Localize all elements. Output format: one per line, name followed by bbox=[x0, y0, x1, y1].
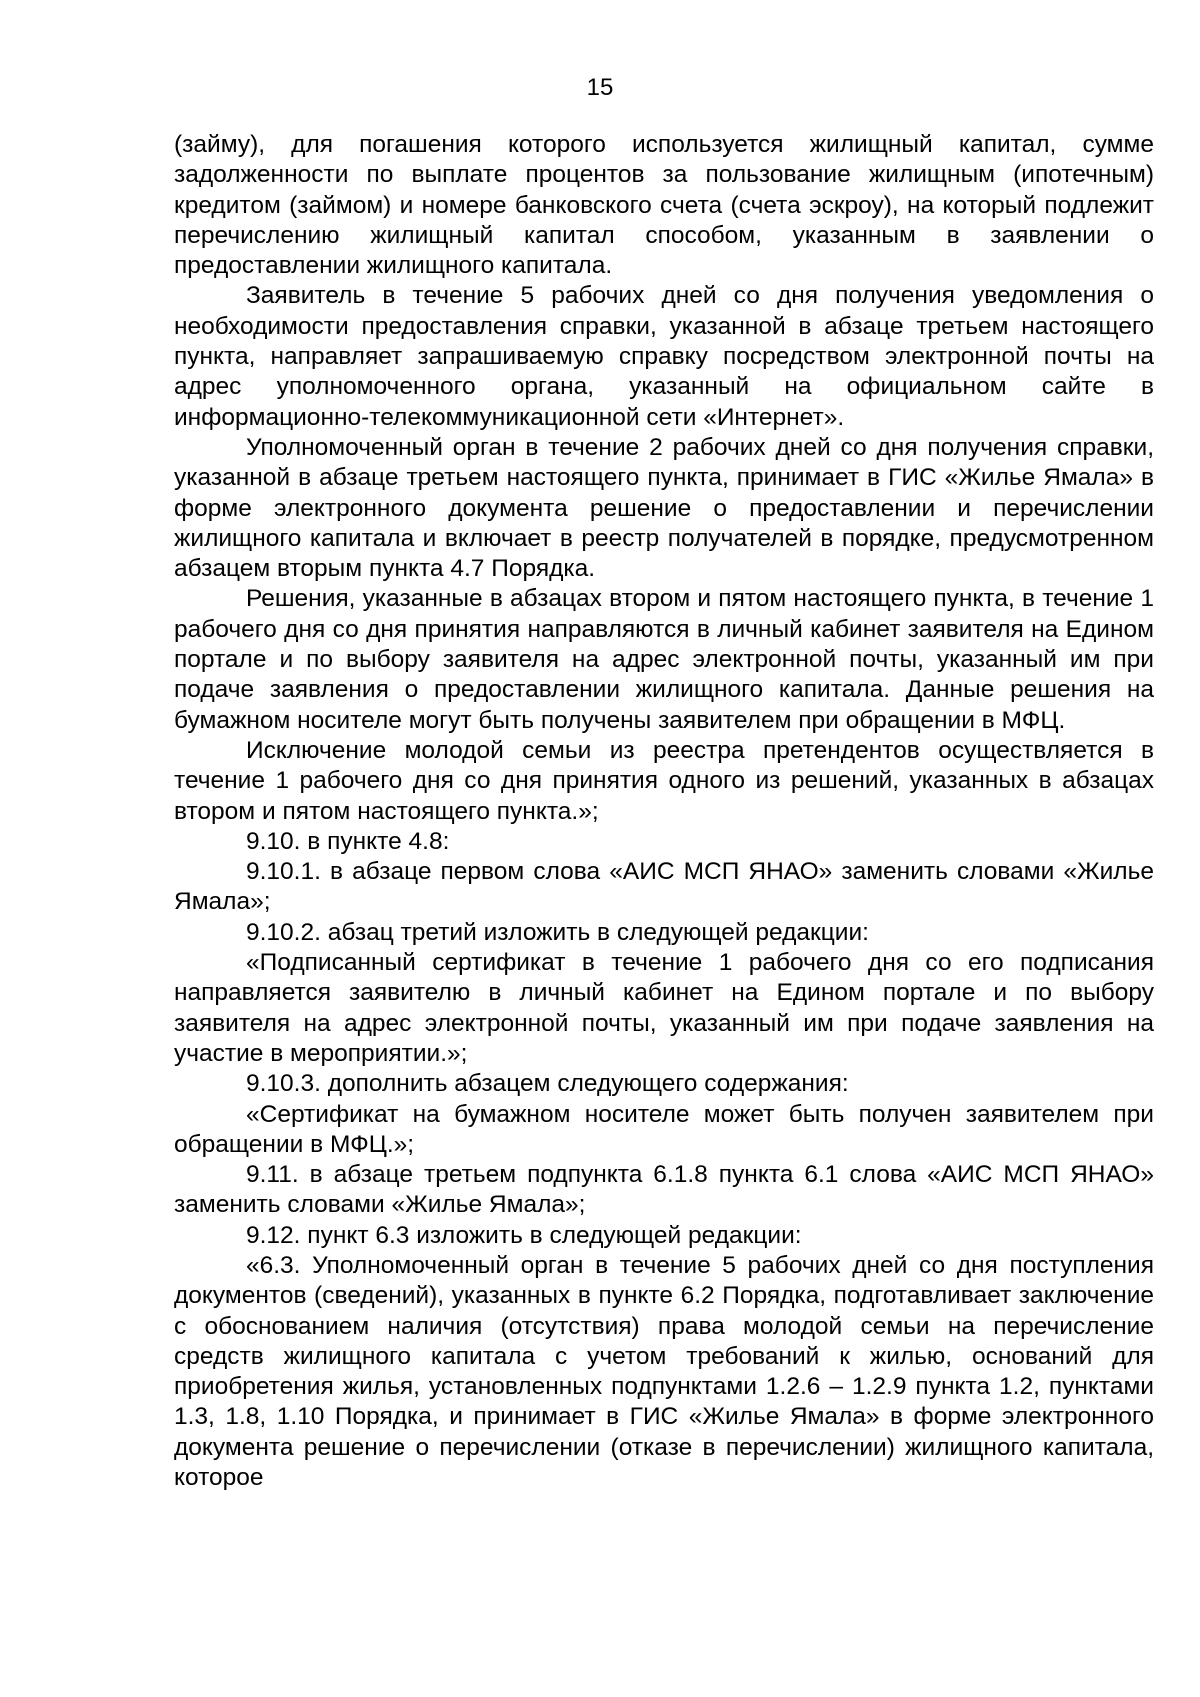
document-body bbox=[174, 130, 1154, 1493]
paragraph-signed-certificate: «Подписанный сертификат в течение 1 рабочего дня со его подписания направляется заявителю в личный кабинет на Едином портале и по выбору заявителя на адрес электронной почты, указанный им при подаче заявления на участие в мероприятии.»; bbox=[174, 949, 1154, 1067]
paragraph-9-11: 9.11. в абзаце третьем подпункта 6.1.8 пункта 6.1 слова «АИС МСП ЯНАО» заменить словами «Жилье Ямала»; bbox=[174, 1161, 1154, 1219]
paragraph-applicant-certificate: Заявитель в течение 5 рабочих дней со дня получения уведомления о необходимости предоставления справки, указанной в абзаце третьем настоящего пункта, направляет запрашиваемую справку посредством электронной почты на адрес уполномоченного органа, указанный на официальном сайте в информационно-телекоммуникационной сети «Интернет». bbox=[174, 282, 1154, 431]
paragraph-decisions-delivery: Решения, указанные в абзацах втором и пятом настоящего пункта, в течение 1 рабочего дня со дня принятия направляются в личный кабинет заявителя на Едином портале и по выбору заявителя на адрес электронной почты, указанный им при подаче заявления о предоставлении жилищного капитала. Данные решения на бумажном носителе могут быть получены заявителем при обращении в МФЦ. bbox=[174, 585, 1154, 734]
paragraph-9-10: 9.10. в пункте 4.8: bbox=[246, 827, 450, 855]
paragraph-authority-decision: Уполномоченный орган в течение 2 рабочих дней со дня получения справки, указанной в абзаце третьем настоящего пункта, принимает в ГИС «Жилье Ямала» в форме электронного документа решение о предоставлении и перечислении жилищного капитала и включает в реестр получателей в порядке, предусмотренном абзацем вторым пункта 4.7 Порядка. bbox=[174, 433, 1154, 583]
paragraph-9-10-2: 9.10.2. абзац третий изложить в следующей редакции: bbox=[246, 918, 869, 946]
paragraph-9-10-3: 9.10.3. дополнить абзацем следующего содержания: bbox=[246, 1070, 849, 1098]
paragraph-9-10-1: 9.10.1. в абзаце первом слова «АИС МСП ЯНАО» заменить словами «Жилье Ямала»; bbox=[174, 858, 1154, 916]
paragraph-paper-certificate: «Сертификат на бумажном носителе может быть получен заявителем при обращении в МФЦ.»; bbox=[174, 1100, 1154, 1158]
paragraph-continuation: (займу), для погашения которого используется жилищный капитал, сумме задолженности по выплате процентов за пользование жилищным (ипотечным) кредитом (займом) и номере банковского счета (счета эскроу), на который подлежит перечислению жилищный капитал способом, указанным в заявлении о предоставлении жилищного капитала. bbox=[174, 131, 1154, 280]
page-number: 15 bbox=[586, 74, 614, 101]
paragraph-registry-exclusion: Исключение молодой семьи из реестра претендентов осуществляется в течение 1 рабочего дня со дня принятия одного из решений, указанных в абзацах втором и пятом настоящего пункта.»; bbox=[174, 736, 1154, 825]
paragraph-6-3: «6.3. Уполномоченный орган в течение 5 рабочих дней со дня поступления документов (сведений), указанных в пункте 6.2 Порядка, подготавливает заключение с обоснованием наличия (отсутствия) права молодой семьи на перечисление средств жилищного капитала с учетом требований к жилью, оснований для приобретения жилья, установленных подпунктами 1.2.6 – 1.2.9 пункта 1.2, пунктами 1.3, 1.8, 1.10 Порядка, и принимает в ГИС «Жилье Ямала» в форме электронного документа решение о перечислении (отказе в перечислении) жилищного капитала, которое bbox=[174, 1251, 1154, 1492]
paragraph-9-12: 9.12. пункт 6.3 изложить в следующей редакции: bbox=[246, 1221, 802, 1249]
